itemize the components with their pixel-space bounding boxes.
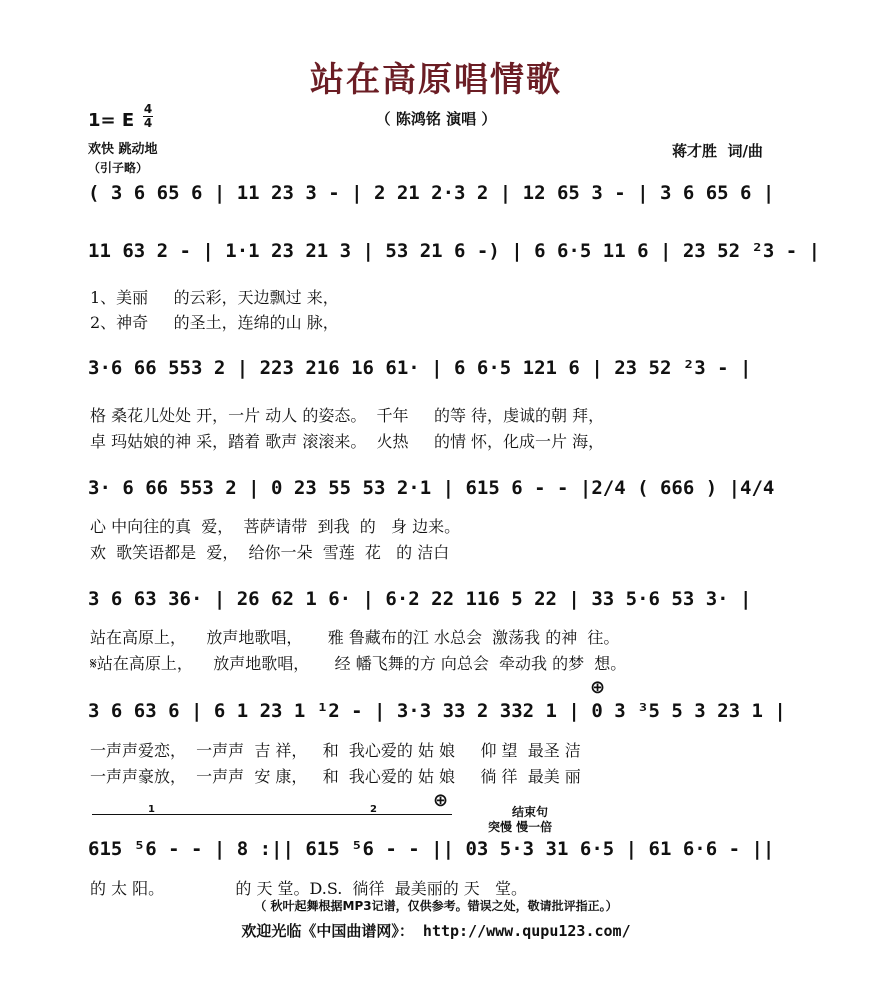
coda-sign-icon: ⊕: [590, 677, 606, 698]
coda-sign-icon-2: ⊕: [433, 790, 449, 811]
notation-row-6: 3 6 63 6 | 6 1 23 1 ¹2 - | 3·3 33 2 332 1 | 0 3 ³5 5 3 23 1 |: [88, 700, 786, 722]
lyric-row-6-verse-1: 一声声爱恋， 一声声 吉 祥， 和 我心爱的 姑 娘 仰 望 最圣 洁: [90, 741, 581, 760]
notation-row-5: 3 6 63 36· | 26 62 1 6· | 6·2 22 116 5 22 | 33 5·6 53 3· |: [88, 588, 752, 610]
transcription-note: （ 秋叶起舞根据MP3记谱，仅供参考。错误之处，敬请批评指正。）: [254, 899, 618, 913]
lyric-row-5-verse-1: 站在高原上， 放声地歌唱， 雅 鲁藏布的江 水总会 激荡我 的神 往。: [90, 628, 620, 647]
time-signature-bottom: 4: [143, 116, 153, 130]
volta-bracket-1: [92, 814, 352, 815]
lyric-row-5-verse-2: 𝄋站在高原上， 放声地歌唱， 经 幡飞舞的方 向总会 牵动我 的梦 想。: [90, 654, 627, 673]
volta-bracket-2: [322, 814, 452, 815]
lyric-row-2-verse-2: 2、神奇 的圣土，连绵的山 脉，: [90, 313, 339, 332]
lyric-row-4-verse-1: 心 中向往的真 爱， 菩萨请带 到我 的 身 边来。: [90, 517, 461, 536]
composer-credit: 蒋才胜 词/曲: [672, 142, 763, 160]
ending-tempo: 突慢 慢一倍: [488, 820, 553, 834]
website-footer: 欢迎光临《中国曲谱网》： http://www.qupu123.com/: [241, 922, 631, 940]
time-signature-top: 4: [143, 102, 153, 116]
notation-row-7: 615 ⁵6 - - | 8 :|| 615 ⁵6 - - || 03 5·3 31 6·5 | 61 6·6 - ||: [88, 838, 775, 860]
notation-row-4: 3· 6 66 553 2 | 0 23 55 53 2·1 | 615 6 - - |2/4 ( 666 ) |4/4: [88, 477, 775, 499]
notation-row-3: 3·6 66 553 2 | 223 216 16 61· | 6 6·5 121 6 | 23 52 ²3 - |: [88, 357, 752, 379]
time-signature: [143, 104, 153, 129]
performer-credit: （ 陈鸿铭 演唱 ）: [375, 110, 497, 128]
volta-2-number: 2: [370, 804, 377, 815]
notation-row-2: 11 63 2 - | 1·1 23 21 3 | 53 21 6 -) | 6 6·5 11 6 | 23 52 ²3 - |: [88, 240, 821, 262]
page-title: 站在高原唱情歌: [310, 60, 562, 100]
lyric-row-2-verse-1: 1、美丽 的云彩，天边飘过 来，: [90, 288, 339, 307]
lyric-row-3-verse-2: 卓 玛姑娘的神 采，踏着 歌声 滚滚来。 火热 的情 怀，化成一片 海，: [90, 432, 605, 451]
volta-1-number: 1: [148, 804, 155, 815]
lyric-row-6-verse-2: 一声声豪放， 一声声 安 康， 和 我心爱的 姑 娘 徜 徉 最美 丽: [90, 767, 581, 786]
tempo-marking: 欢快 跳动地: [88, 142, 158, 157]
lyric-row-4-verse-2: 欢 歌笑语都是 爱， 给你一朵 雪莲 花 的 洁白: [90, 543, 450, 562]
notation-row-1: ( 3 6 65 6 | 11 23 3 - | 2 21 2·3 2 | 12 65 3 - | 3 6 65 6 |: [88, 182, 775, 204]
lyric-row-3-verse-1: 格 桑花儿处处 开，一片 动人 的姿态。 千年 的等 待，虔诚的朝 拜，: [90, 406, 605, 425]
intro-note: （引子略）: [88, 161, 149, 175]
key-signature: 1= E: [88, 110, 135, 131]
ending-label: 结束句: [512, 805, 549, 819]
lyric-row-7-verse-1: 的 太 阳。 的 天 堂。D.S. 徜徉 最美丽的 天 堂。: [90, 879, 528, 898]
